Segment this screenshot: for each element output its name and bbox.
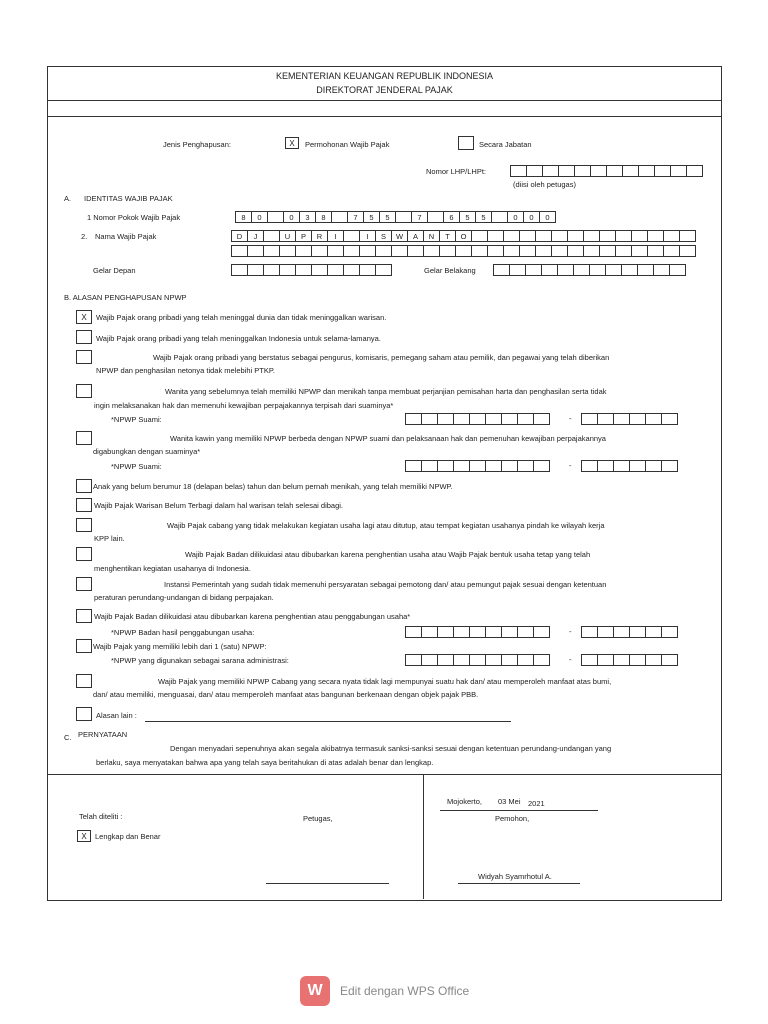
lhp-cells[interactable]: [510, 165, 703, 177]
npwp-cell: [629, 460, 646, 472]
gelar-belakang-cells[interactable]: [493, 264, 686, 276]
date-line: [440, 810, 598, 811]
npwp-suami-cells-2[interactable]: [581, 460, 678, 472]
date: 03 Mei: [498, 797, 521, 806]
nama-cell: [647, 245, 664, 257]
reason-1-checkbox[interactable]: X: [76, 310, 92, 324]
nama-cell: [631, 230, 648, 242]
alasan-lain-line[interactable]: [145, 721, 511, 722]
npwp-cell: [581, 413, 598, 425]
npwp-cell: 7: [411, 211, 428, 223]
form-header: [47, 66, 722, 100]
nama-cell: [263, 245, 280, 257]
gelar-belakang-cell: [541, 264, 558, 276]
nama-cell: [439, 245, 456, 257]
nama-cell: [247, 245, 264, 257]
gelar-depan-cell: [247, 264, 264, 276]
npwp-cell: [517, 413, 534, 425]
npwp-cell: [501, 626, 518, 638]
gelar-depan-cell: [327, 264, 344, 276]
npwp-cell: [485, 460, 502, 472]
pemohon-label: Pemohon,: [495, 814, 530, 823]
npwp-cells[interactable]: [235, 211, 556, 223]
npwp-cell: [405, 413, 422, 425]
nama-cell: [535, 230, 552, 242]
npwp-cell: [395, 211, 412, 223]
npwp-cell: [485, 654, 502, 666]
petugas-signature-line[interactable]: [266, 883, 389, 884]
nama-cell: [471, 245, 488, 257]
nama-cell: [599, 230, 616, 242]
npwp-cell: [581, 460, 598, 472]
reason-4b: ingin melaksanakan hak dan memenuhi kewajiban perpajakannya terpisah dari suaminya*: [94, 401, 394, 410]
npwp-cell: [469, 460, 486, 472]
nama-cell: T: [439, 230, 456, 242]
nama-cell: [567, 245, 584, 257]
npwp-cell: [581, 654, 598, 666]
reason-10b: peraturan perundang-undangan di bidang perpajakan.: [94, 593, 274, 602]
npwp-cell: [453, 654, 470, 666]
npwp-cell: [501, 654, 518, 666]
npwp-cell: [645, 460, 662, 472]
npwp-cell: [491, 211, 508, 223]
gelar-belakang-cell: [669, 264, 686, 276]
jenis-label: Jenis Penghapusan:: [163, 140, 231, 149]
npwp-cell: [453, 626, 470, 638]
reason-13b: dan/ atau memiliki, menguasai, dan/ atau memperoleh manfaat atas bangunan berkenaan dengan objek pajak PBB.: [93, 690, 479, 699]
npwp-cell: [597, 460, 614, 472]
nama-cell: [343, 230, 360, 242]
reason-8a: Wajib Pajak cabang yang tidak melakukan kegiatan usaha lagi atau ditutup, atau tempat kegiatan usahanya pindah ke wilayah kerja: [167, 521, 605, 530]
gelar-depan-cell: [279, 264, 296, 276]
npwp-dash: -: [569, 627, 572, 636]
nama-cell: [663, 245, 680, 257]
nama-cell: [519, 230, 536, 242]
gelar-depan-cell: [359, 264, 376, 276]
reason-9a: Wajib Pajak Badan dilikuidasi atau dibubarkan karena penghentian usaha atau Wajib Pajak bentuk usaha tetap yang telah: [185, 550, 591, 559]
reason-4-checkbox[interactable]: [76, 384, 92, 398]
nama-cell: [599, 245, 616, 257]
directorate-title: DIREKTORAT JENDERAL PAJAK: [316, 85, 453, 95]
reason-14: Alasan lain :: [96, 711, 137, 720]
npwp-cell: [645, 413, 662, 425]
gelar-depan-label: Gelar Depan: [93, 266, 136, 275]
year: 2021: [528, 799, 545, 808]
nama-cell: [503, 245, 520, 257]
npwp-cell: [405, 626, 422, 638]
reason-8-checkbox[interactable]: [76, 518, 92, 532]
npwp-admin-cells[interactable]: [405, 654, 550, 666]
reason-11b: *NPWP Badan hasil penggabungan usaha:: [111, 628, 255, 637]
nama-cell: [487, 245, 504, 257]
section-a-title: IDENTITAS WAJIB PAJAK: [84, 194, 173, 203]
reason-4a: Wanita yang sebelumnya telah memiliki NPWP dan menikah tanpa membuat perjanjian pemisahan harta dan penghasilan serta tidak: [165, 387, 607, 396]
nama-cell: A: [407, 230, 424, 242]
gelar-belakang-label: Gelar Belakang: [424, 266, 476, 275]
npwp-cell: [267, 211, 284, 223]
nama-cell: S: [375, 230, 392, 242]
reason-10-checkbox[interactable]: [76, 577, 92, 591]
reason-5a: Wanita kawin yang memiliki NPWP berbeda dengan NPWP suami dan pelaksanaan hak dan pemenuhan kewajiban perpajakannya: [170, 434, 606, 443]
gelar-belakang-cell: [493, 264, 510, 276]
npwp-suami-cells-2[interactable]: [581, 413, 678, 425]
npwp-badan-cells-2[interactable]: [581, 626, 678, 638]
npwp-cell: [421, 654, 438, 666]
reason-6-checkbox[interactable]: [76, 479, 92, 493]
gelar-depan-cell: [311, 264, 328, 276]
npwp-label: 1 Nomor Pokok Wajib Pajak: [87, 213, 181, 222]
npwp-cell: [661, 654, 678, 666]
npwp-cell: [645, 626, 662, 638]
pernyataan-1: Dengan menyadari sepenuhnya akan segala akibatnya termasuk sanksi-sanksi sesuai dengan ketentuan perundang-undangan yang: [170, 744, 612, 753]
nama-cell: [631, 245, 648, 257]
section-c-letter: C.: [64, 733, 72, 742]
gelar-depan-cell: [263, 264, 280, 276]
gelar-depan-cells[interactable]: [231, 264, 392, 276]
reason-12-checkbox[interactable]: [76, 639, 92, 653]
nama-cell: U: [279, 230, 296, 242]
lhp-note: (diisi oleh petugas): [513, 180, 576, 189]
gelar-belakang-cell: [509, 264, 526, 276]
nama-number: 2.: [81, 232, 88, 241]
nama-cell: [583, 245, 600, 257]
npwp-cell: [421, 626, 438, 638]
npwp-cell: [485, 626, 502, 638]
gelar-belakang-cell: [573, 264, 590, 276]
npwp-cell: 5: [459, 211, 476, 223]
divider: [47, 774, 722, 775]
npwp-admin-cells-2[interactable]: [581, 654, 678, 666]
npwp-cell: [453, 413, 470, 425]
gelar-belakang-cell: [525, 264, 542, 276]
npwp-cell: [645, 654, 662, 666]
npwp-cell: [469, 654, 486, 666]
reason-5b: digabungkan dengan suaminya*: [93, 447, 201, 456]
nama-cell: [471, 230, 488, 242]
divider: [47, 100, 722, 101]
npwp-cell: 6: [443, 211, 460, 223]
npwp-cell: [533, 460, 550, 472]
nama-cell: O: [455, 230, 472, 242]
pemohon-signature-line[interactable]: [458, 883, 580, 884]
npwp-cell: 7: [347, 211, 364, 223]
gelar-belakang-cell: [557, 264, 574, 276]
npwp-cell: [613, 626, 630, 638]
reason-2: Wajib Pajak orang pribadi yang telah meninggalkan Indonesia untuk selama-lamanya.: [96, 334, 381, 343]
nama-cell: [615, 230, 632, 242]
nama-cell: [343, 245, 360, 257]
gelar-belakang-cell: [637, 264, 654, 276]
npwp-cell: [453, 460, 470, 472]
gelar-belakang-cell: [653, 264, 670, 276]
reason-7: Wajib Pajak Warisan Belum Terbagi dalam hal warisan telah selesai dibagi.: [94, 501, 344, 510]
nama-cell: D: [231, 230, 248, 242]
gelar-depan-cell: [375, 264, 392, 276]
npwp-cell: [629, 413, 646, 425]
npwp-dash: -: [569, 655, 572, 664]
divider: [47, 116, 722, 117]
gelar-belakang-cell: [605, 264, 622, 276]
signer-name: Widyah Syamrhotul A.: [478, 872, 552, 881]
checkbox-jabatan[interactable]: [458, 136, 474, 150]
nama-cell: [503, 230, 520, 242]
nama-label: Nama Wajib Pajak: [95, 232, 157, 241]
nama-cell: [455, 245, 472, 257]
section-a-letter: A.: [64, 194, 72, 203]
nama-cell: [663, 230, 680, 242]
reason-9b: menghentikan kegiatan usahanya di Indonesia.: [94, 564, 251, 573]
nama-cell: I: [359, 230, 376, 242]
nama-cell: [535, 245, 552, 257]
nama-cell: [311, 245, 328, 257]
reason-12: Wajib Pajak yang memiliki lebih dari 1 (satu) NPWP:: [93, 642, 267, 651]
nama-cell: P: [295, 230, 312, 242]
nama-cell: [567, 230, 584, 242]
npwp-cell: [661, 626, 678, 638]
nama-cell: [551, 245, 568, 257]
npwp-cell: 0: [523, 211, 540, 223]
nama-cell: [519, 245, 536, 257]
npwp-cell: [517, 654, 534, 666]
npwp-cell: 0: [251, 211, 268, 223]
npwp-cell: [661, 460, 678, 472]
npwp-cell: [597, 413, 614, 425]
reason-10a: Instansi Pemerintah yang sudah tidak memenuhi persyaratan sebagai pemotong dan/ atau pemungut pajak sesuai dengan ketentuan: [164, 580, 607, 589]
reason-2-checkbox[interactable]: [76, 330, 92, 344]
wps-watermark[interactable]: [300, 976, 469, 1006]
reason-1: Wajib Pajak orang pribadi yang telah meninggal dunia dan tidak meninggalkan warisan.: [96, 313, 387, 322]
reason-3b: NPWP dan penghasilan netonya tidak melebihi PTKP.: [96, 366, 276, 375]
gelar-depan-cell: [343, 264, 360, 276]
reason-3-checkbox[interactable]: [76, 350, 92, 364]
reason-12b: *NPWP yang digunakan sebagai sarana administrasi:: [111, 656, 289, 665]
nama-cell: [327, 245, 344, 257]
npwp-cell: 5: [475, 211, 492, 223]
npwp-cell: [533, 413, 550, 425]
nama-cell: [359, 245, 376, 257]
option-permohonan: Permohonan Wajib Pajak: [305, 140, 390, 149]
nama-cells-row2[interactable]: [231, 245, 696, 257]
section-c-title: PERNYATAAN: [78, 730, 128, 739]
reason-4c: *NPWP Suami:: [111, 415, 162, 424]
gelar-depan-cell: [295, 264, 312, 276]
lengkap-checkbox[interactable]: X: [77, 830, 91, 842]
npwp-cell: 5: [363, 211, 380, 223]
nama-cell: [391, 245, 408, 257]
reason-11-checkbox[interactable]: [76, 609, 92, 623]
nama-cell: [423, 245, 440, 257]
npwp-cell: [517, 460, 534, 472]
section-b-title: B. ALASAN PENGHAPUSAN NPWP: [64, 293, 187, 302]
nama-cell: [647, 230, 664, 242]
gelar-belakang-cell: [621, 264, 638, 276]
divider: [423, 774, 424, 899]
npwp-cell: 0: [283, 211, 300, 223]
npwp-cell: [421, 460, 438, 472]
npwp-cell: 5: [379, 211, 396, 223]
nama-cell: W: [391, 230, 408, 242]
npwp-cell: [661, 413, 678, 425]
npwp-cell: [597, 654, 614, 666]
reason-11: Wajib Pajak Badan dilikuidasi atau dibubarkan karena penghentian atau penggabungan usaha*: [94, 612, 411, 621]
npwp-cell: [501, 460, 518, 472]
nama-cell: [679, 245, 696, 257]
npwp-cell: [437, 626, 454, 638]
npwp-cell: [533, 626, 550, 638]
npwp-cell: [421, 413, 438, 425]
nama-cell: [679, 230, 696, 242]
nama-cell: [487, 230, 504, 242]
nama-cell: R: [311, 230, 328, 242]
npwp-cell: [427, 211, 444, 223]
npwp-cell: 8: [235, 211, 252, 223]
ministry-title: KEMENTERIAN KEUANGAN REPUBLIK INDONESIA: [275, 71, 494, 81]
nama-cells[interactable]: [231, 230, 696, 242]
lhp-label: Nomor LHP/LHPt:: [426, 167, 487, 176]
nama-cell: [551, 230, 568, 242]
nama-cell: [583, 230, 600, 242]
npwp-cell: [501, 413, 518, 425]
wps-logo-icon: W: [300, 976, 330, 1006]
option-jabatan: Secara Jabatan: [479, 140, 532, 149]
npwp-cell: [517, 626, 534, 638]
reason-6: Anak yang belum berumur 18 (delapan belas) tahun dan belum pernah menikah, yang telah memiliki NPWP.: [93, 482, 453, 491]
npwp-dash: -: [569, 461, 572, 470]
npwp-cell: 0: [539, 211, 556, 223]
reason-7-checkbox[interactable]: [76, 498, 92, 512]
npwp-cell: [469, 626, 486, 638]
npwp-cell: 3: [299, 211, 316, 223]
reason-14-checkbox[interactable]: [76, 707, 92, 721]
npwp-cell: [437, 460, 454, 472]
pernyataan-2: berlaku, saya menyatakan bahwa apa yang telah saya beritahukan di atas adalah benar dan lengkap.: [96, 758, 434, 767]
reason-8b: KPP lain.: [94, 534, 125, 543]
reason-13a: Wajib Pajak yang memiliki NPWP Cabang yang secara nyata tidak lagi mempunyai suatu hak dan/ atau memperoleh manfaat atas bumi,: [158, 677, 612, 686]
npwp-cell: [613, 460, 630, 472]
gelar-belakang-cell: [589, 264, 606, 276]
npwp-cell: 8: [315, 211, 332, 223]
reason-13-checkbox[interactable]: [76, 674, 92, 688]
npwp-cell: 0: [507, 211, 524, 223]
npwp-dash: -: [569, 414, 572, 423]
nama-cell: [375, 245, 392, 257]
npwp-cell: [629, 654, 646, 666]
nama-cell: [615, 245, 632, 257]
npwp-cell: [533, 654, 550, 666]
nama-cell: [231, 245, 248, 257]
petugas-label: Petugas,: [303, 814, 333, 823]
npwp-cell: [629, 626, 646, 638]
npwp-cell: [485, 413, 502, 425]
checkbox-permohonan[interactable]: X: [285, 137, 299, 149]
nama-cell: [279, 245, 296, 257]
nama-cell: I: [327, 230, 344, 242]
npwp-cell: [469, 413, 486, 425]
nama-cell: J: [247, 230, 264, 242]
nama-cell: N: [423, 230, 440, 242]
wps-edit-text: Edit dengan WPS Office: [340, 984, 470, 998]
npwp-suami-cells[interactable]: [405, 413, 550, 425]
nama-cell: [263, 230, 280, 242]
npwp-cell: [437, 413, 454, 425]
diteliti-label: Telah diteliti :: [79, 812, 123, 821]
npwp-cell: [581, 626, 598, 638]
npwp-cell: [331, 211, 348, 223]
reason-5c: *NPWP Suami:: [111, 462, 162, 471]
npwp-cell: [405, 654, 422, 666]
place: Mojokerto,: [447, 797, 483, 806]
npwp-cell: [613, 413, 630, 425]
npwp-badan-cells[interactable]: [405, 626, 550, 638]
npwp-suami-cells[interactable]: [405, 460, 550, 472]
npwp-cell: [613, 654, 630, 666]
nama-cell: [407, 245, 424, 257]
npwp-cell: [405, 460, 422, 472]
npwp-cell: [597, 626, 614, 638]
reason-5-checkbox[interactable]: [76, 431, 92, 445]
npwp-cell: [437, 654, 454, 666]
reason-9-checkbox[interactable]: [76, 547, 92, 561]
reason-3a: Wajib Pajak orang pribadi yang berstatus sebagai pengurus, komisaris, pemegang saham atau pemilik, dan pegawai yang telah diberikan: [153, 353, 610, 362]
nama-cell: [295, 245, 312, 257]
gelar-depan-cell: [231, 264, 248, 276]
lengkap-label: Lengkap dan Benar: [95, 832, 161, 841]
